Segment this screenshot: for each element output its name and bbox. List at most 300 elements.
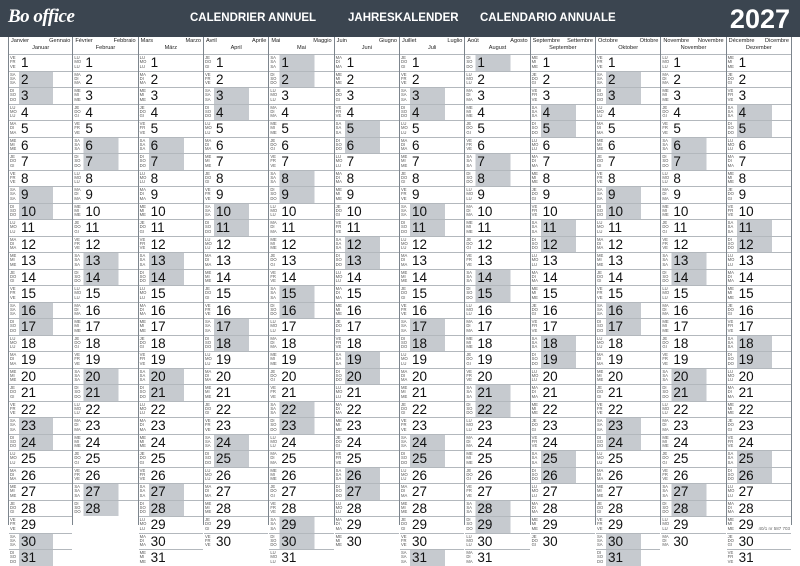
- day-number: 2: [477, 71, 485, 87]
- day-number: 14: [542, 269, 558, 285]
- day-row: [400, 434, 464, 451]
- day-number: 23: [150, 418, 166, 433]
- day-row: [335, 467, 399, 484]
- day-number: 16: [673, 302, 689, 318]
- weekday-abbrev: MA DI MA: [531, 154, 538, 168]
- day-number: 5: [21, 121, 29, 136]
- day-row: [531, 120, 595, 137]
- month-column: [335, 37, 400, 549]
- day-row: [727, 87, 791, 104]
- day-row: [139, 417, 203, 434]
- day-row: [400, 516, 464, 533]
- day-row: [73, 450, 137, 467]
- day-row: [139, 500, 203, 517]
- day-number: 3: [346, 88, 355, 103]
- weekday-abbrev: VE FR VE: [205, 187, 211, 201]
- month-column: [400, 37, 465, 565]
- month-header: [73, 38, 137, 54]
- weekday-abbrev: MA DI MA: [205, 368, 212, 383]
- day-row: [465, 417, 529, 434]
- day-number: 5: [85, 121, 93, 136]
- day-number: 19: [477, 352, 493, 367]
- day-row: [465, 153, 529, 170]
- day-number: 7: [608, 154, 616, 169]
- day-row: [727, 203, 791, 220]
- day-row: [727, 153, 791, 170]
- title-french: CALENDRIER ANNUEL: [190, 12, 317, 24]
- day-row: [596, 203, 660, 220]
- day-row: [9, 500, 72, 517]
- day-number: 13: [477, 253, 493, 268]
- weekday-abbrev: DI SO DO: [531, 121, 538, 135]
- weekday-abbrev: ME MI ME: [205, 385, 212, 399]
- weekday-abbrev: SA SA SA: [727, 451, 734, 465]
- day-row: [400, 417, 464, 434]
- weekday-abbrev: LU MO LU: [10, 335, 17, 350]
- day-row: [269, 203, 333, 220]
- weekday-abbrev: DI SO DO: [10, 319, 17, 333]
- day-number: 15: [673, 286, 689, 301]
- weekday-abbrev: JE DO GI: [597, 269, 604, 284]
- day-number: 24: [542, 434, 558, 450]
- weekday-abbrev: DI SO DO: [205, 335, 212, 350]
- weekday-abbrev: VE FR VE: [401, 71, 407, 86]
- weekday-abbrev: JE DO GI: [401, 517, 408, 531]
- day-number: 17: [608, 319, 624, 334]
- weekday-abbrev: VE FR VE: [727, 550, 734, 564]
- day-row: [596, 252, 660, 269]
- day-number: 21: [608, 385, 624, 400]
- day-number: 17: [85, 319, 101, 334]
- day-number: 6: [673, 137, 681, 153]
- day-row: [661, 236, 725, 253]
- weekday-abbrev: ME MI ME: [74, 319, 81, 333]
- day-number: 20: [608, 368, 624, 384]
- day-row: [596, 269, 660, 286]
- weekday-abbrev: DI SO DO: [270, 187, 277, 201]
- day-number: 10: [673, 203, 689, 219]
- weekday-abbrev: DI SO DO: [662, 154, 669, 168]
- weekday-abbrev: LU MO LU: [401, 352, 408, 366]
- day-row: [204, 302, 268, 319]
- weekday-abbrev: JE DO GI: [205, 517, 212, 531]
- weekday-abbrev: DI SO DO: [401, 104, 408, 119]
- day-number: 8: [608, 170, 616, 186]
- day-number: 31: [412, 550, 428, 565]
- day-row: [335, 500, 399, 517]
- day-row: [204, 219, 268, 236]
- weekday-abbrev: MA DI MA: [466, 550, 473, 564]
- day-row: [73, 285, 137, 302]
- day-row: [727, 71, 791, 88]
- day-number: 29: [216, 517, 232, 532]
- weekday-abbrev: SA SA SA: [139, 137, 146, 152]
- weekday-abbrev: VE FR VE: [270, 154, 276, 168]
- day-row: [661, 335, 725, 352]
- day-row: [465, 500, 529, 517]
- day-number: 29: [477, 517, 493, 532]
- day-number: 12: [216, 236, 232, 252]
- day-row: [335, 236, 399, 253]
- weekday-abbrev: MA DI MA: [597, 352, 604, 366]
- day-row: [465, 483, 529, 500]
- day-row: [335, 302, 399, 319]
- day-row: [269, 137, 333, 154]
- day-row: [727, 467, 791, 484]
- month-name-de: Januar: [32, 45, 50, 51]
- weekday-abbrev: VE FR VE: [466, 253, 472, 267]
- weekday-abbrev: JE DO GI: [662, 335, 669, 350]
- weekday-abbrev: ME MI ME: [531, 170, 538, 185]
- day-row: [204, 351, 268, 368]
- day-number: 19: [608, 352, 624, 367]
- day-number: 28: [346, 500, 362, 516]
- day-row: [531, 302, 595, 319]
- day-row: [661, 483, 725, 500]
- weekday-abbrev: LU MO LU: [727, 253, 735, 267]
- day-row: [596, 302, 660, 319]
- weekday-abbrev: ME MI ME: [335, 302, 342, 317]
- day-number: 18: [281, 335, 297, 351]
- day-number: 23: [738, 418, 754, 433]
- day-row: [335, 351, 399, 368]
- day-row: [531, 450, 595, 467]
- day-number: 23: [281, 418, 297, 433]
- month-column: [661, 37, 726, 549]
- day-number: 29: [21, 517, 37, 532]
- weekday-abbrev: DI SO DO: [466, 55, 473, 69]
- weekday-abbrev: DI SO DO: [401, 335, 408, 350]
- day-number: 23: [608, 418, 624, 433]
- day-row: [269, 170, 333, 187]
- day-row: [269, 533, 333, 550]
- day-row: [727, 533, 791, 550]
- day-number: 9: [150, 187, 159, 202]
- weekday-abbrev: ME MI ME: [531, 517, 538, 531]
- weekday-abbrev: LU MO LU: [335, 500, 343, 515]
- day-number: 20: [150, 368, 166, 384]
- day-row: [269, 54, 333, 71]
- day-number: 6: [21, 137, 29, 153]
- weekday-abbrev: JE DO GI: [205, 170, 212, 185]
- day-number: 14: [477, 269, 493, 285]
- day-row: [400, 285, 464, 302]
- day-row: [269, 104, 333, 121]
- day-number: 12: [412, 236, 428, 252]
- weekday-abbrev: LU MO LU: [139, 517, 147, 531]
- weekday-abbrev: VE FR VE: [335, 451, 342, 465]
- day-row: [335, 368, 399, 385]
- weekday-abbrev: JE DO GI: [727, 71, 734, 86]
- day-number: 11: [477, 220, 492, 235]
- day-number: 22: [216, 401, 232, 417]
- weekday-abbrev: DI SO DO: [466, 401, 473, 416]
- weekday-abbrev: ME MI ME: [205, 500, 212, 515]
- weekday-abbrev: VE FR VE: [466, 137, 472, 152]
- weekday-abbrev: DI SO DO: [597, 434, 604, 449]
- weekday-abbrev: MA DI MA: [727, 500, 734, 515]
- day-number: 20: [542, 368, 558, 384]
- month-name-fr: Juillet: [402, 38, 417, 44]
- day-number: 19: [738, 352, 754, 367]
- weekday-abbrev: ME MI ME: [401, 154, 408, 168]
- day-row: [596, 71, 660, 88]
- day-row: [531, 219, 595, 236]
- day-row: [400, 450, 464, 467]
- day-row: [335, 285, 399, 302]
- weekday-abbrev: ME MI ME: [597, 368, 604, 383]
- day-row: [9, 120, 72, 137]
- weekday-abbrev: DI SO DO: [466, 517, 473, 531]
- day-row: [9, 153, 72, 170]
- day-row: [465, 104, 529, 121]
- day-number: 4: [412, 104, 420, 120]
- day-number: 30: [608, 533, 624, 549]
- weekday-abbrev: JE DO GI: [74, 104, 81, 119]
- weekday-abbrev: LU MO LU: [466, 302, 474, 317]
- weekday-abbrev: DI SO DO: [531, 467, 538, 482]
- weekday-abbrev: VE FR VE: [597, 170, 603, 185]
- day-number: 25: [673, 451, 689, 466]
- day-number: 3: [542, 88, 551, 103]
- day-row: [596, 219, 660, 236]
- day-number: 27: [346, 484, 362, 499]
- day-row: [9, 467, 72, 484]
- day-row: [139, 137, 203, 154]
- day-number: 2: [150, 71, 159, 87]
- weekday-abbrev: ME MI ME: [727, 170, 734, 185]
- day-number: 11: [85, 220, 100, 235]
- weekday-abbrev: SA SA SA: [531, 335, 538, 350]
- day-row: [335, 417, 399, 434]
- day-number: 3: [412, 88, 420, 103]
- month-header: [661, 38, 725, 54]
- day-row: [335, 533, 399, 550]
- day-number: 3: [608, 88, 616, 103]
- day-row: [9, 368, 72, 385]
- day-number: 19: [85, 352, 101, 367]
- day-number: 12: [21, 236, 37, 252]
- weekday-abbrev: SA SA SA: [10, 71, 16, 86]
- day-number: 7: [477, 154, 485, 169]
- day-number: 26: [21, 467, 37, 483]
- day-number: 30: [281, 533, 297, 549]
- day-row: [139, 483, 203, 500]
- day-number: 9: [608, 187, 616, 202]
- day-row: [139, 318, 203, 335]
- day-number: 11: [346, 220, 361, 235]
- day-number: 10: [21, 203, 37, 219]
- weekday-abbrev: MA DI MA: [597, 236, 604, 251]
- day-number: 15: [281, 286, 297, 301]
- weekday-abbrev: LU MO LU: [401, 467, 408, 482]
- weekday-abbrev: SA SA SA: [205, 88, 211, 102]
- day-row: [269, 153, 333, 170]
- day-row: [335, 318, 399, 335]
- weekday-abbrev: JE DO GI: [727, 187, 734, 201]
- day-number: 18: [216, 335, 232, 351]
- day-number: 22: [346, 401, 362, 417]
- day-number: 26: [673, 467, 689, 483]
- weekday-abbrev: ME MI ME: [466, 451, 473, 465]
- day-row: [335, 153, 399, 170]
- day-number: 6: [542, 137, 551, 153]
- day-number: 28: [281, 500, 297, 516]
- weekday-abbrev: SA SA SA: [401, 203, 407, 218]
- day-number: 29: [346, 517, 362, 532]
- day-number: 25: [216, 451, 232, 466]
- weekday-abbrev: SA SA SA: [531, 104, 538, 119]
- day-number: 7: [150, 154, 159, 169]
- day-number: 2: [738, 71, 747, 87]
- weekday-abbrev: JE DO GI: [205, 55, 212, 69]
- weekday-abbrev: MA DI MA: [139, 302, 146, 317]
- day-row: [335, 434, 399, 451]
- weekday-abbrev: ME MI ME: [270, 121, 277, 135]
- day-number: 30: [150, 533, 166, 549]
- day-number: 31: [608, 550, 624, 565]
- day-number: 26: [346, 467, 362, 483]
- weekday-abbrev: LU MO LU: [139, 401, 147, 416]
- day-number: 22: [21, 401, 37, 417]
- weekday-abbrev: MA DI MA: [531, 500, 538, 515]
- weekday-abbrev: VE FR VE: [10, 401, 16, 416]
- weekday-abbrev: SA SA SA: [401, 319, 407, 333]
- weekday-abbrev: ME MI ME: [10, 484, 17, 498]
- day-row: [269, 318, 333, 335]
- day-number: 15: [477, 286, 493, 301]
- day-number: 3: [673, 88, 681, 103]
- day-row: [204, 186, 268, 203]
- day-number: 15: [542, 286, 558, 301]
- weekday-abbrev: DI SO DO: [270, 71, 277, 86]
- day-row: [9, 137, 72, 154]
- weekday-abbrev: LU MO LU: [270, 550, 278, 564]
- weekday-abbrev: DI SO DO: [597, 203, 604, 218]
- weekday-abbrev: JE DO GI: [139, 104, 146, 119]
- day-number: 2: [673, 71, 681, 87]
- day-number: 2: [85, 71, 93, 87]
- day-number: 11: [21, 220, 36, 235]
- month-name-fr: Février: [75, 38, 93, 44]
- day-row: [269, 351, 333, 368]
- weekday-abbrev: SA SA SA: [139, 368, 146, 383]
- day-number: 7: [412, 154, 420, 169]
- day-number: 7: [216, 154, 224, 169]
- weekday-abbrev: DI SO DO: [727, 467, 734, 482]
- weekday-abbrev: SA SA SA: [270, 170, 276, 185]
- day-number: 2: [346, 71, 355, 87]
- weekday-abbrev: JE DO GI: [401, 401, 408, 416]
- day-row: [661, 54, 725, 71]
- day-row: [73, 153, 137, 170]
- weekday-abbrev: SA SA SA: [727, 335, 734, 350]
- day-row: [465, 384, 529, 401]
- weekday-abbrev: LU MO LU: [727, 484, 735, 498]
- day-number: 1: [608, 55, 616, 70]
- day-row: [661, 417, 725, 434]
- day-number: 12: [85, 236, 101, 252]
- month-name-fr: Août: [467, 38, 479, 44]
- weekday-abbrev: SA SA SA: [466, 500, 472, 515]
- day-row: [727, 335, 791, 352]
- day-row: [596, 335, 660, 352]
- day-row: [400, 335, 464, 352]
- day-number: 13: [85, 253, 101, 268]
- day-number: 9: [346, 187, 355, 202]
- day-row: [269, 302, 333, 319]
- day-number: 18: [150, 335, 166, 351]
- day-row: [9, 483, 72, 500]
- weekday-abbrev: SA SA SA: [270, 517, 276, 531]
- weekday-abbrev: SA SA SA: [401, 434, 407, 449]
- day-row: [465, 170, 529, 187]
- weekday-abbrev: VE FR VE: [139, 352, 146, 366]
- month-column: [139, 37, 204, 565]
- day-number: 7: [85, 154, 93, 169]
- day-row: [73, 186, 137, 203]
- day-number: 8: [85, 170, 93, 186]
- weekday-abbrev: VE FR VE: [10, 170, 16, 185]
- day-row: [727, 351, 791, 368]
- day-row: [204, 450, 268, 467]
- day-number: 20: [85, 368, 101, 384]
- day-number: 15: [412, 286, 428, 301]
- day-row: [465, 302, 529, 319]
- day-row: [269, 549, 333, 566]
- weekday-abbrev: JE DO GI: [597, 154, 604, 168]
- month-name-it: Luglio: [447, 38, 463, 44]
- day-number: 7: [346, 154, 355, 169]
- day-number: 21: [412, 385, 428, 400]
- day-row: [139, 186, 203, 203]
- day-row: [73, 54, 137, 71]
- day-row: [335, 483, 399, 500]
- day-number: 4: [281, 104, 289, 120]
- day-number: 22: [477, 401, 493, 417]
- day-row: [9, 450, 72, 467]
- day-row: [531, 368, 595, 385]
- day-row: [400, 170, 464, 187]
- month-name-fr: Novembre: [663, 38, 690, 44]
- day-row: [531, 483, 595, 500]
- day-number: 7: [21, 154, 29, 169]
- day-row: [204, 533, 268, 550]
- day-row: [9, 269, 72, 286]
- day-number: 9: [412, 187, 420, 202]
- day-number: 3: [477, 88, 485, 103]
- day-row: [596, 137, 660, 154]
- day-number: 8: [21, 170, 29, 186]
- day-number: 23: [216, 418, 232, 433]
- weekday-abbrev: DI SO DO: [597, 550, 604, 564]
- day-number: 17: [412, 319, 428, 334]
- day-row: [465, 54, 529, 71]
- day-number: 30: [542, 533, 558, 549]
- day-number: 19: [673, 352, 689, 367]
- weekday-abbrev: DI SO DO: [139, 269, 146, 284]
- weekday-abbrev: DI SO DO: [727, 121, 734, 135]
- day-row: [204, 483, 268, 500]
- day-number: 31: [150, 550, 166, 565]
- weekday-abbrev: MA DI MA: [74, 71, 81, 86]
- day-row: [596, 153, 660, 170]
- day-number: 15: [608, 286, 624, 301]
- weekday-abbrev: SA SA SA: [335, 467, 342, 482]
- day-row: [9, 104, 72, 121]
- weekday-abbrev: SA SA SA: [401, 88, 407, 102]
- weekday-abbrev: MA DI MA: [335, 170, 342, 185]
